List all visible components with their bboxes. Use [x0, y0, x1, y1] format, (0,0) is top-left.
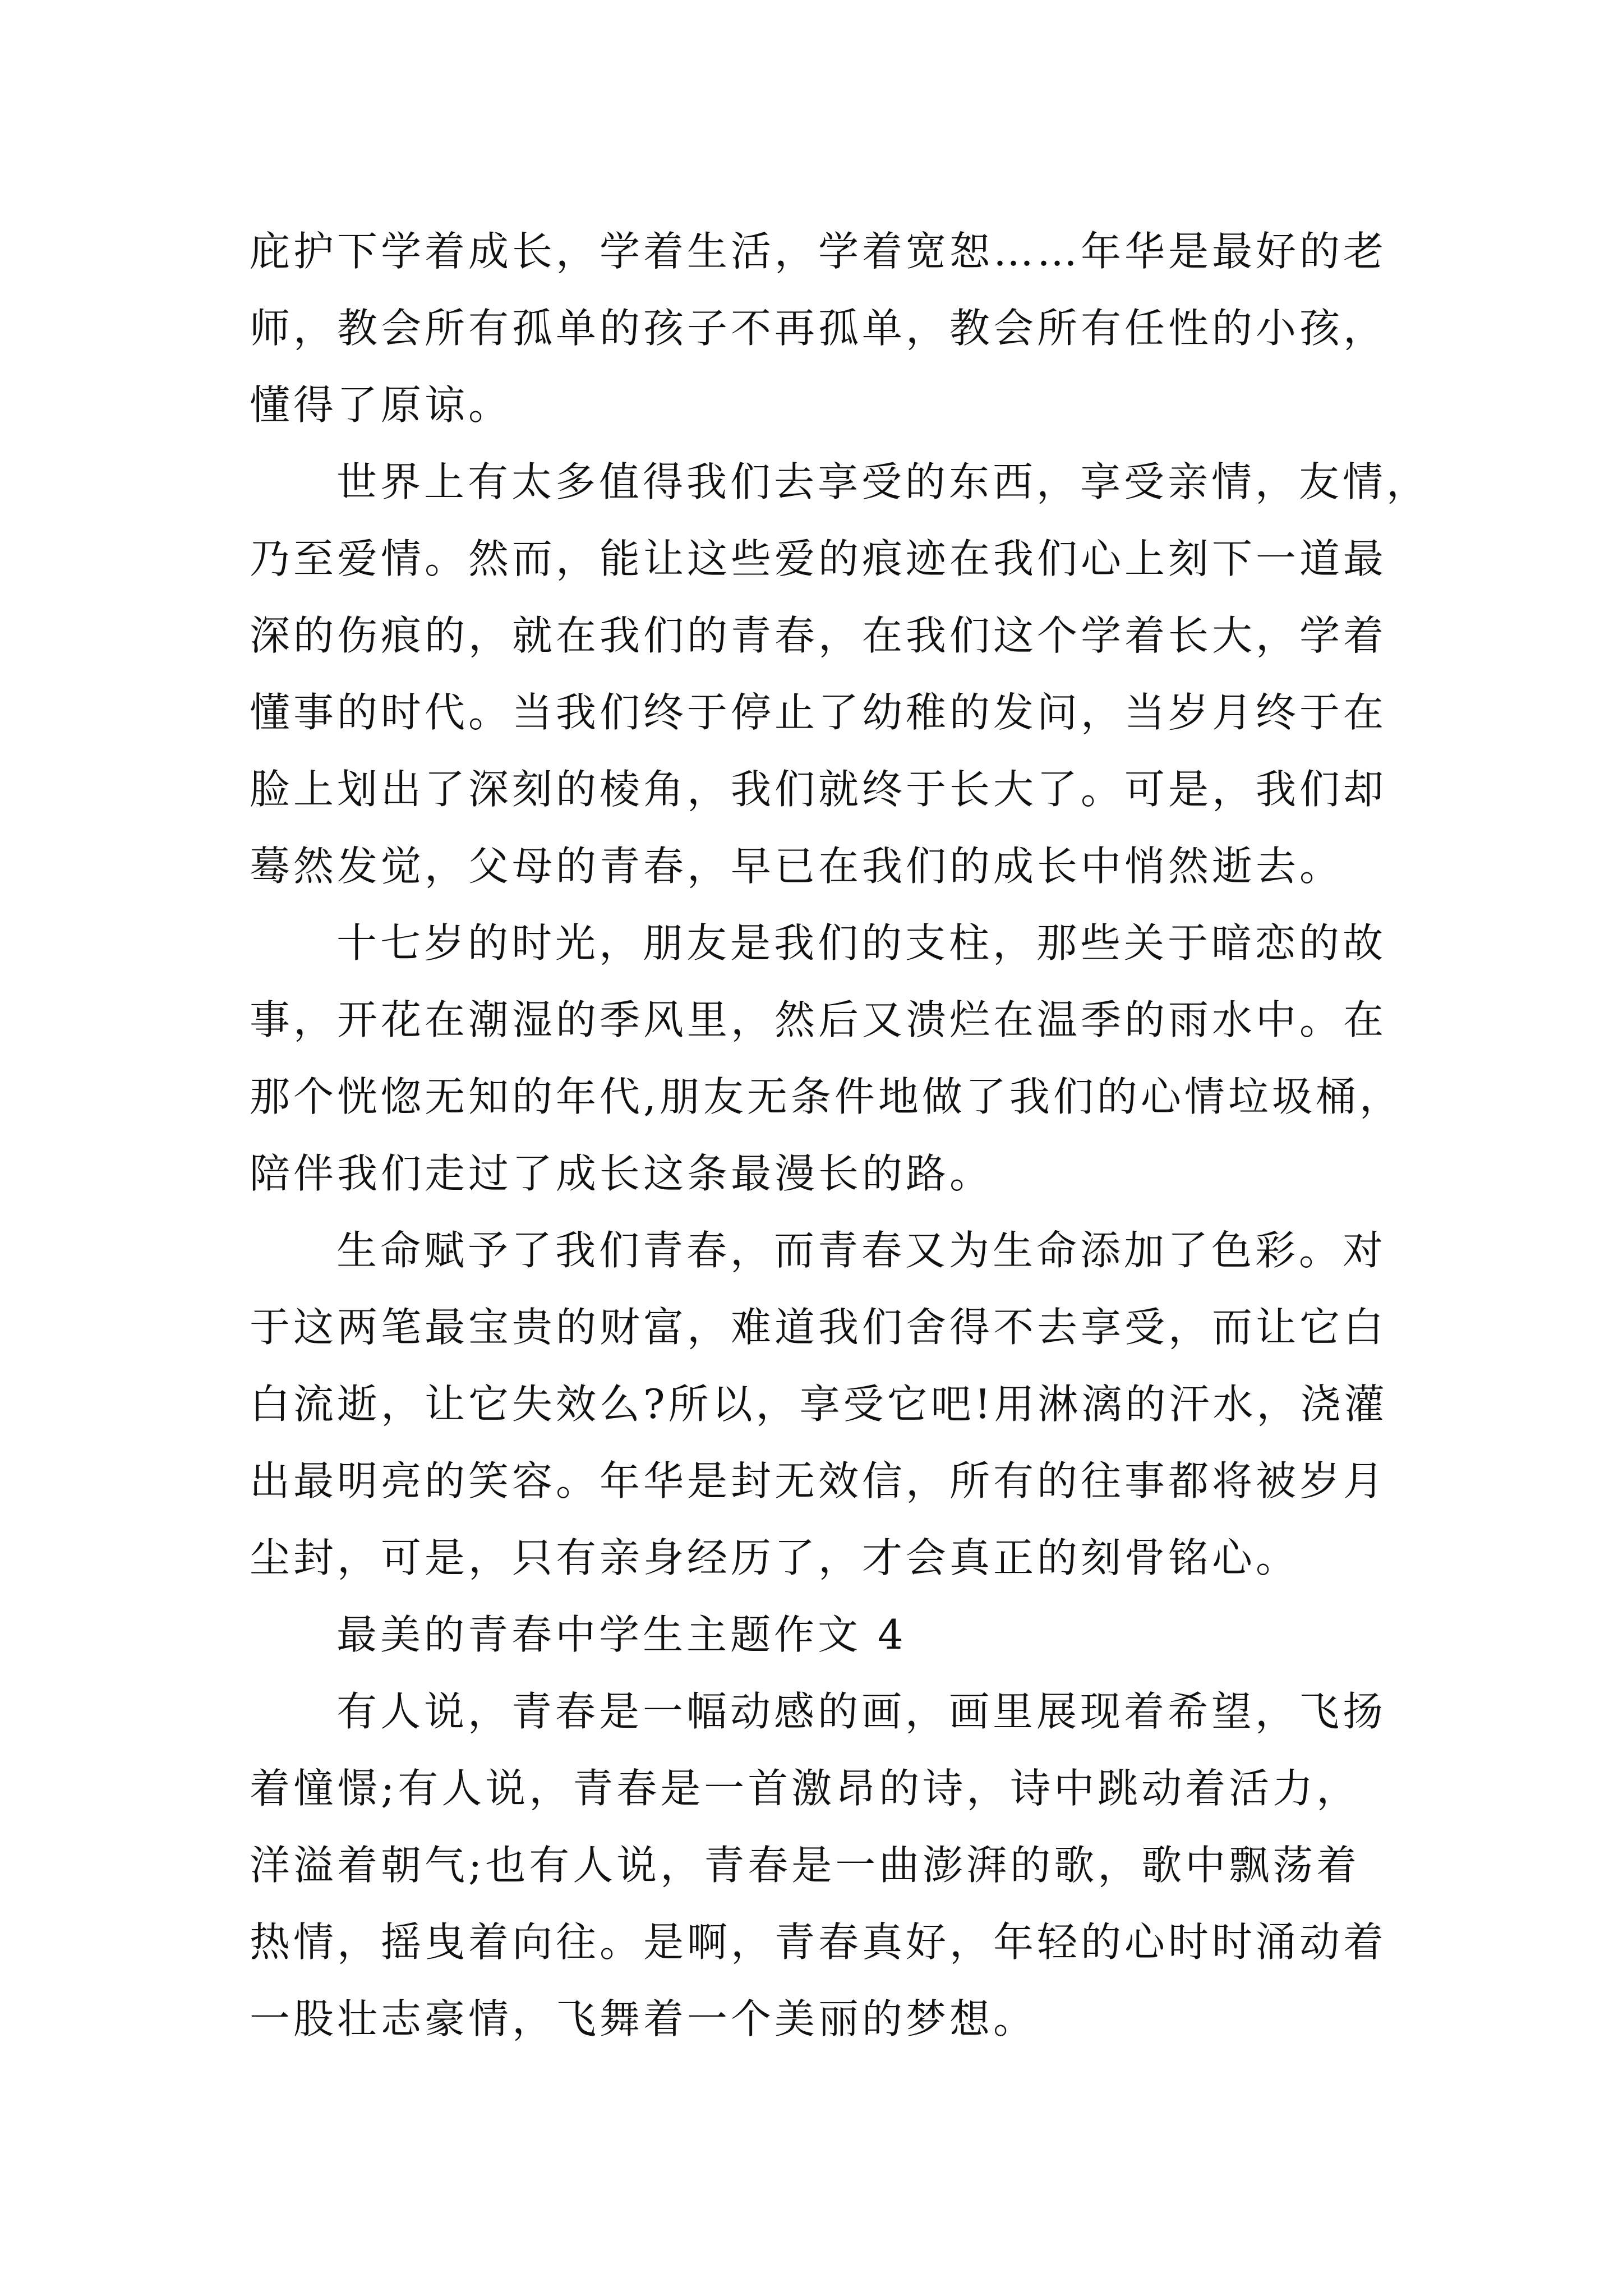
text-line-1: 庇护下学着成长，学着生活，学着宽恕……年华是最好的老 — [250, 228, 1387, 275]
text-line-22: 洋溢着朝气;也有人说，青春是一曲澎湃的歌，歌中飘荡着 — [250, 1842, 1361, 1889]
text-line-5: 乃至爱情。然而，能让这些爱的痕迹在我们心上刻下一道最 — [250, 535, 1387, 582]
text-line-9: 蓦然发觉，父母的青春，早已在我们的成长中悄然逝去。 — [250, 843, 1344, 890]
text-line-20: 有人说，青春是一幅动感的画，画里展现着希望，飞扬 — [336, 1688, 1387, 1735]
text-line-18: 尘封，可是，只有亲身经历了，才会真正的刻骨铭心。 — [250, 1534, 1300, 1581]
text-line-17: 出最明亮的笑容。年华是封无效信，所有的往事都将被岁月 — [250, 1457, 1387, 1504]
text-line-15: 于这两笔最宝贵的财富，难道我们舍得不去享受，而让它白 — [250, 1304, 1387, 1351]
text-line-14: 生命赋予了我们青春，而青春又为生命添加了色彩。对 — [336, 1227, 1387, 1274]
section-heading: 最美的青春中学生主题作文 4 — [336, 1611, 907, 1658]
document-body — [250, 213, 1431, 2058]
text-line-16: 白流逝，让它失效么?所以，享受它吧!用淋漓的汗水，浇灌 — [250, 1381, 1388, 1428]
text-line-11: 事，开花在潮湿的季风里，然后又溃烂在温季的雨水中。在 — [250, 996, 1387, 1043]
text-line-24: 一股壮志豪情，飞舞着一个美丽的梦想。 — [250, 1995, 1038, 2042]
text-line-4: 世界上有太多值得我们去享受的东西，享受亲情，友情， — [336, 458, 1431, 505]
text-line-12: 那个恍惚无知的年代,朋友无条件地做了我们的心情垃圾桶， — [250, 1073, 1403, 1120]
text-line-2: 师，教会所有孤单的孩子不再孤单，教会所有任性的小孩， — [250, 305, 1387, 352]
text-line-13: 陪伴我们走过了成长这条最漫长的路。 — [250, 1150, 994, 1197]
text-line-10: 十七岁的时光，朋友是我们的支柱，那些关于暗恋的故 — [336, 919, 1387, 967]
text-line-23: 热情，摇曳着向往。是啊，青春真好，年轻的心时时涌动着 — [250, 1918, 1387, 1966]
text-line-7: 懂事的时代。当我们终于停止了幼稚的发问，当岁月终于在 — [250, 689, 1387, 736]
text-line-8: 脸上划出了深刻的棱角，我们就终于长大了。可是，我们却 — [250, 766, 1387, 813]
text-line-3: 懂得了原谅。 — [250, 381, 513, 429]
text-line-21: 着憧憬;有人说，青春是一首激昂的诗，诗中跳动着活力， — [250, 1765, 1361, 1812]
text-line-6: 深的伤痕的，就在我们的青春，在我们这个学着长大，学着 — [250, 612, 1387, 659]
